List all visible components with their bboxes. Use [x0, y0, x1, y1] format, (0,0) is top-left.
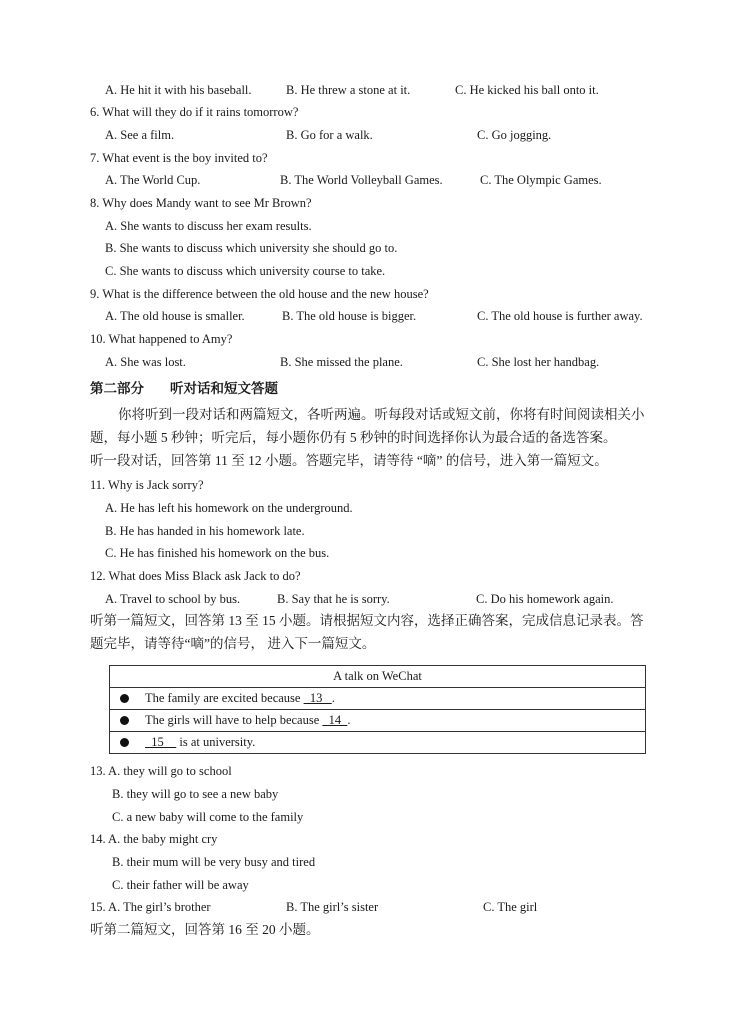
bullet-icon — [120, 716, 129, 725]
q11-question: 11. Why is Jack sorry? — [90, 478, 204, 492]
q14-option-c: C. their father will be away — [112, 878, 249, 892]
q13-option-c: C. a new baby will come to the family — [112, 810, 304, 824]
q13-question: 13. A. they will go to school — [90, 764, 232, 778]
part2-title: 第二部分 — [90, 381, 144, 396]
blank-15: 15 — [145, 735, 177, 749]
row3-text: is at university. — [176, 735, 256, 749]
q9-option-a: A. The old house is smaller. — [105, 309, 245, 323]
table-cell-15 — [110, 732, 646, 754]
q15-option-c: C. The girl — [483, 900, 538, 914]
q10-option-c: C. She lost her handbag. — [477, 355, 600, 369]
bullet-icon — [120, 738, 129, 747]
q13-option-b: B. they will go to see a new baby — [112, 787, 279, 801]
q5-option-a: A. He hit it with his baseball. — [105, 83, 252, 97]
q6-option-b: B. Go for a walk. — [286, 128, 373, 142]
table-row — [110, 688, 646, 710]
q10-question: 10. What happened to Amy? — [90, 332, 233, 346]
row1-text: The family are excited because — [145, 691, 304, 705]
q14-question: 14. A. the baby might cry — [90, 832, 218, 846]
q6-question: 6. What will they do if it rains tomorrow? — [90, 105, 299, 119]
passage1-instruction-line2: 题完毕，请等待“嘀”的信号， 进入下一篇短文。 — [90, 636, 376, 651]
row2-text: The girls will have to help because — [145, 713, 323, 727]
passage1-instruction-line1: 听第一篇短文，回答第 13 至 15 小题。请根据短文内容，选择正确答案，完成信息记录表。答 — [90, 613, 644, 628]
q11-option-b: B. He has handed in his homework late. — [105, 524, 305, 538]
q14-option-b: B. their mum will be very busy and tired — [112, 855, 316, 869]
q10-option-a: A. She was lost. — [105, 355, 186, 369]
q5-option-c: C. He kicked his ball onto it. — [455, 83, 599, 97]
q7-option-b: B. The World Volleyball Games. — [280, 173, 443, 187]
table-title: A talk on WeChat — [110, 666, 646, 688]
q8-question: 8. Why does Mandy want to see Mr Brown? — [90, 196, 312, 210]
dialog-instruction: 听一段对话，回答第 11 至 12 小题。答题完毕，请等待 “嘀” 的信号，进入第一篇短文。 — [90, 453, 608, 468]
q6-option-c: C. Go jogging. — [477, 128, 552, 142]
part2-heading — [90, 380, 278, 398]
q9-question: 9. What is the difference between the old house and the new house? — [90, 287, 429, 301]
q7-question: 7. What event is the boy invited to? — [90, 151, 268, 165]
q5-option-b: B. He threw a stone at it. — [286, 83, 411, 97]
q11-option-a: A. He has left his homework on the underground. — [105, 501, 353, 515]
blank-14: 14 — [322, 713, 348, 727]
q6-option-a: A. See a film. — [105, 128, 175, 142]
q15-question: 15. A. The girl’s brother — [90, 900, 211, 914]
part2-intro-line2: 题，每小题 5 秒钟；听完后，每小题你仍有 5 秒钟的时间选择你认为最合适的备选答案。 — [90, 430, 617, 445]
q12-option-a: A. Travel to school by bus. — [105, 592, 241, 606]
part2-intro-line1: 你将听到一段对话和两篇短文，各听两遍。听每段对话或短文前，你将有时间阅读相关小 — [118, 407, 645, 422]
passage2-instruction: 听第二篇短文，回答第 16 至 20 小题。 — [90, 922, 320, 937]
q11-option-c: C. He has finished his homework on the bus. — [105, 546, 330, 560]
table-row — [110, 732, 646, 754]
table-cell-13: The family are excited because 13 . — [110, 688, 646, 710]
part2-subtitle: 听对话和短文答题 — [170, 381, 278, 396]
q10-option-b: B. She missed the plane. — [280, 355, 403, 369]
q12-question: 12. What does Miss Black ask Jack to do? — [90, 569, 301, 583]
q8-option-b: B. She wants to discuss which university she should go to. — [105, 241, 398, 255]
q7-option-a: A. The World Cup. — [105, 173, 201, 187]
q8-option-c: C. She wants to discuss which university course to take. — [105, 264, 386, 278]
q7-option-c: C. The Olympic Games. — [480, 173, 602, 187]
q12-option-b: B. Say that he is sorry. — [277, 592, 390, 606]
q9-option-c: C. The old house is further away. — [477, 309, 643, 323]
table-cell-14: The girls will have to help because 14 . — [110, 710, 646, 732]
table-title-row — [110, 666, 646, 688]
q8-option-a: A. She wants to discuss her exam results. — [105, 219, 312, 233]
table-row — [110, 710, 646, 732]
blank-13: 13 — [303, 691, 332, 705]
info-record-table — [109, 665, 646, 754]
q9-option-b: B. The old house is bigger. — [282, 309, 417, 323]
q12-option-c: C. Do his homework again. — [476, 592, 614, 606]
q15-option-b: B. The girl’s sister — [286, 900, 379, 914]
bullet-icon — [120, 694, 129, 703]
